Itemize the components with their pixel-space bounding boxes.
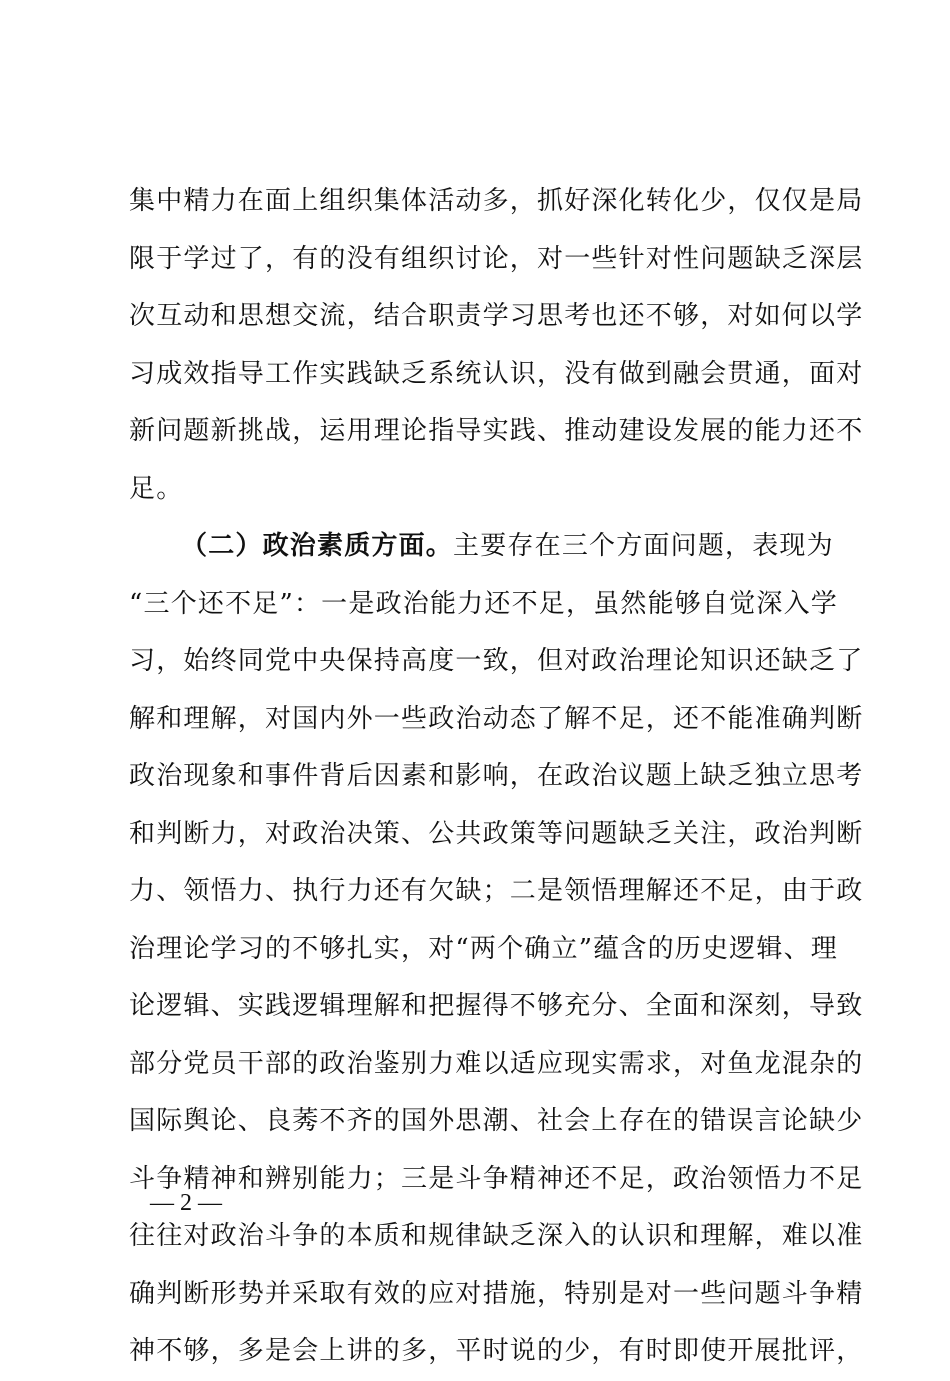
text-line: 次互动和思想交流，结合职责学习思考也还不够，对如何以学: [129, 301, 864, 331]
text-line: 新问题新挑战，运用理论指导实践、推动建设发展的能力还不: [129, 416, 864, 446]
text-line: 足。: [129, 473, 184, 504]
section-heading: （二）政治素质方面。: [181, 531, 454, 561]
text-line: 集中精力在面上组织集体活动多，抓好深化转化少，仅仅是局: [129, 186, 864, 216]
section-first-line: [129, 518, 834, 576]
page-number: — 2 —: [150, 1190, 222, 1216]
text-line: 斗争精神和辨别能力；三是斗争精神还不足，政治领悟力不足: [129, 1163, 864, 1194]
text-line: 政治现象和事件背后因素和影响，在政治议题上缺乏独立思考: [129, 761, 864, 791]
text-line: 部分党员干部的政治鉴别力难以适应现实需求，对鱼龙混杂的: [129, 1048, 864, 1079]
text-line: 习，始终同党中央保持高度一致，但对政治理论知识还缺乏了: [129, 646, 864, 676]
text-line: 确判断形势并采取有效的应对措施，特别是对一些问题斗争精: [129, 1278, 864, 1309]
text-line: 力、领悟力、执行力还有欠缺；二是领悟理解还不足，由于政: [129, 876, 864, 906]
text-line: “三个还不足”：一是政治能力还不足，虽然能够自觉深入学: [129, 588, 838, 619]
text-line: 限于学过了，有的没有组织讨论，对一些针对性问题缺乏深层: [129, 243, 864, 274]
text-line: 和判断力，对政治决策、公共政策等问题缺乏关注，政治判断: [129, 818, 864, 849]
text-line: 国际舆论、良莠不齐的国外思潮、社会上存在的错误言论缺少: [129, 1106, 864, 1136]
text-line: 论逻辑、实践逻辑理解和把握得不够充分、全面和深刻，导致: [129, 991, 864, 1021]
text-line: 习成效指导工作实践缺乏系统认识，没有做到融会贯通，面对: [129, 358, 864, 389]
text-line: 治理论学习的不够扎实，对“两个确立”蕴含的历史逻辑、理: [129, 933, 838, 964]
body-text: [129, 173, 864, 1381]
text-line: 解和理解，对国内外一些政治动态了解不足，还不能准确判断: [129, 703, 864, 734]
section-first-line-text: 主要存在三个方面问题，表现为: [453, 531, 834, 561]
text-line: 往往对政治斗争的本质和规律缺乏深入的认识和理解，难以准: [129, 1221, 864, 1251]
text-line: 神不够，多是会上讲的多，平时说的少，有时即使开展批评，: [129, 1336, 864, 1366]
